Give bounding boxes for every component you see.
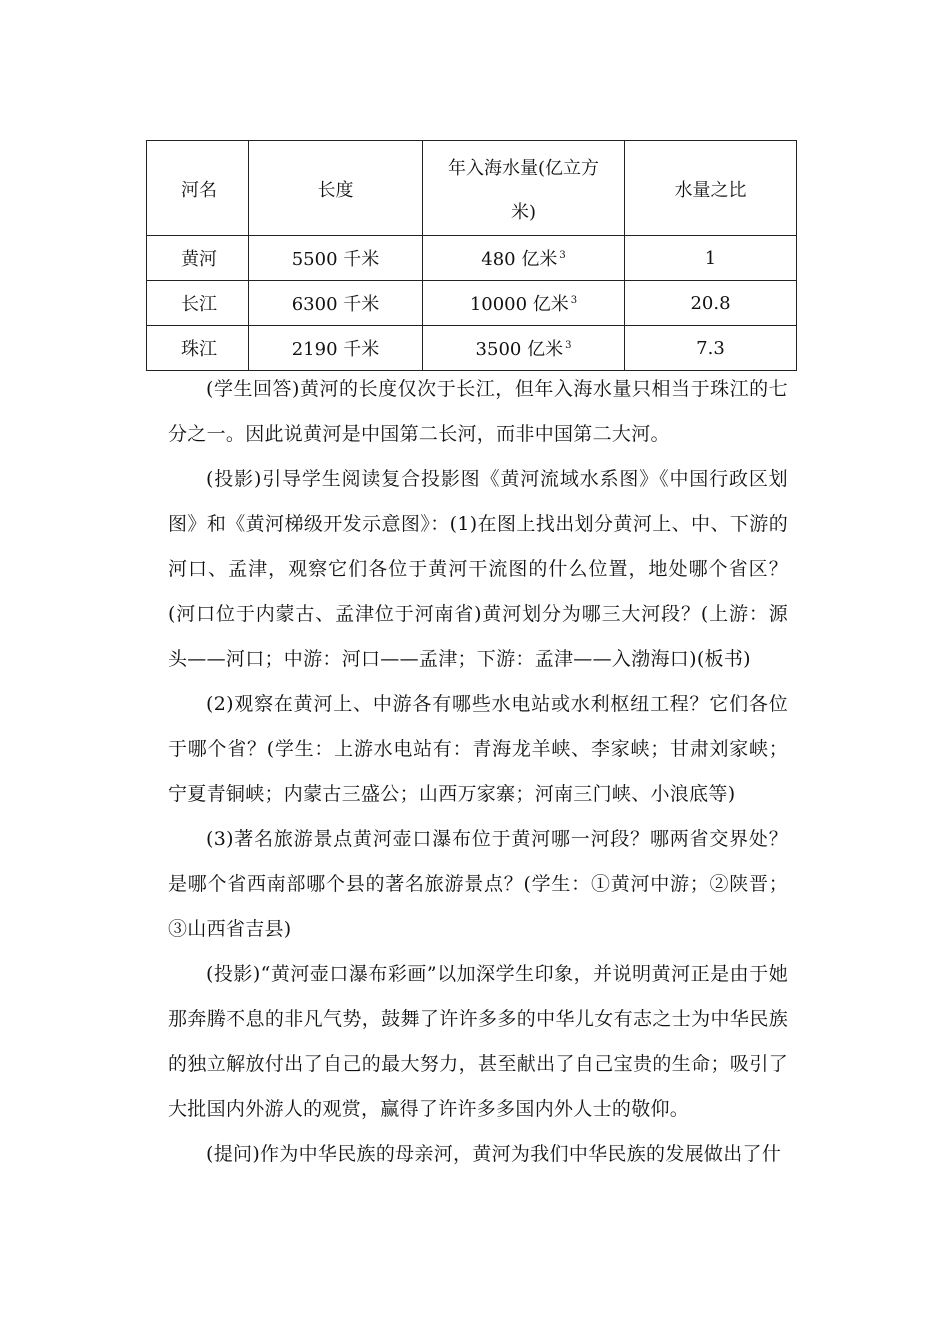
unit-exponent: 3 bbox=[565, 340, 572, 351]
cell-length: 2190 千米 bbox=[249, 326, 423, 371]
cell-annual-flow: 10000 亿米 $^3$ bbox=[423, 281, 625, 326]
table-row bbox=[147, 326, 797, 371]
cell-river-name: 黄河 bbox=[147, 236, 249, 281]
header-length: 长度 bbox=[249, 141, 423, 236]
unit-exponent: 3 bbox=[559, 250, 566, 261]
table-row bbox=[147, 281, 797, 326]
unit-exponent: 3 bbox=[570, 295, 578, 306]
paragraph-student-answer: (学生回答)黄河的长度仅次于长江，但年入海水量只相当于珠江的七分之一。因此说黄河是中国第二长河，而非中国第二大河。 bbox=[168, 378, 788, 445]
header-annual-flow bbox=[423, 141, 625, 236]
paragraph-hukou-waterfall: (3)著名旅游景点黄河壶口瀑布位于黄河哪一河段？哪两省交界处？是哪个省西南部哪个县的著名旅游景点？(学生：①黄河中游；②陕晋；③山西省吉县) bbox=[168, 828, 788, 940]
paragraph-question: (提问)作为中华民族的母亲河，黄河为我们中华民族的发展做出了什 bbox=[206, 1143, 782, 1165]
cell-river-name: 珠江 bbox=[147, 326, 249, 371]
paragraph-projection-painting: (投影)“黄河壶口瀑布彩画”以加深学生印象，并说明黄河正是由于她那奔腾不息的非凡气势，鼓舞了许许多多的中华儿女有志之士为中华民族的独立解放付出了自己的最大努力，甚至献出了自己宝贵的生命；吸引了大批国内外游人的观赏，赢得了许许多多国内外人士的敬仰。 bbox=[168, 963, 788, 1120]
table-header-row bbox=[147, 141, 797, 236]
paragraph-hydropower-stations: (2)观察在黄河上、中游各有哪些水电站或水利枢纽工程？它们各位于哪个省？(学生：上游水电站有：青海龙羊峡、李家峡；甘肃刘家峡；宁夏青铜峡；内蒙古三盛公；山西万家寨；河南三门峡、小浪底等) bbox=[168, 693, 788, 805]
cell-length: 5500 千米 bbox=[249, 236, 423, 281]
paragraph-projection-map-reading: (投影)引导学生阅读复合投影图《黄河流域水系图》《中国行政区划图》和《黄河梯级开发示意图》：(1)在图上找出划分黄河上、中、下游的河口、孟津，观察它们各位于黄河干流图的什么位置，地处哪个省区？(河口位于内蒙古、孟津位于河南省)黄河划分为哪三大河段？(上游：源头——河口；中游：河口——孟津；下游：孟津——入渤海口)(板书) bbox=[168, 468, 788, 670]
cell-flow-ratio: 20.8 bbox=[625, 281, 797, 326]
header-flow-ratio: 水量之比 bbox=[625, 141, 797, 236]
cell-length: 6300 千米 bbox=[249, 281, 423, 326]
cell-annual-flow: 480 亿米 $^3$ bbox=[423, 236, 625, 281]
header-annual-flow-line2: 米) bbox=[510, 202, 537, 223]
table-row bbox=[147, 236, 797, 281]
river-comparison-table bbox=[146, 140, 797, 371]
cell-flow-ratio: 1 bbox=[625, 236, 797, 281]
header-annual-flow-line1: 年入海水量(亿立方 bbox=[447, 158, 600, 179]
cell-annual-flow: 3500 亿米 $^3$ bbox=[423, 326, 625, 371]
body-text bbox=[168, 367, 788, 1177]
cell-flow-ratio: 7.3 bbox=[625, 326, 797, 371]
cell-river-name: 长江 bbox=[147, 281, 249, 326]
header-river-name: 河名 bbox=[147, 141, 249, 236]
